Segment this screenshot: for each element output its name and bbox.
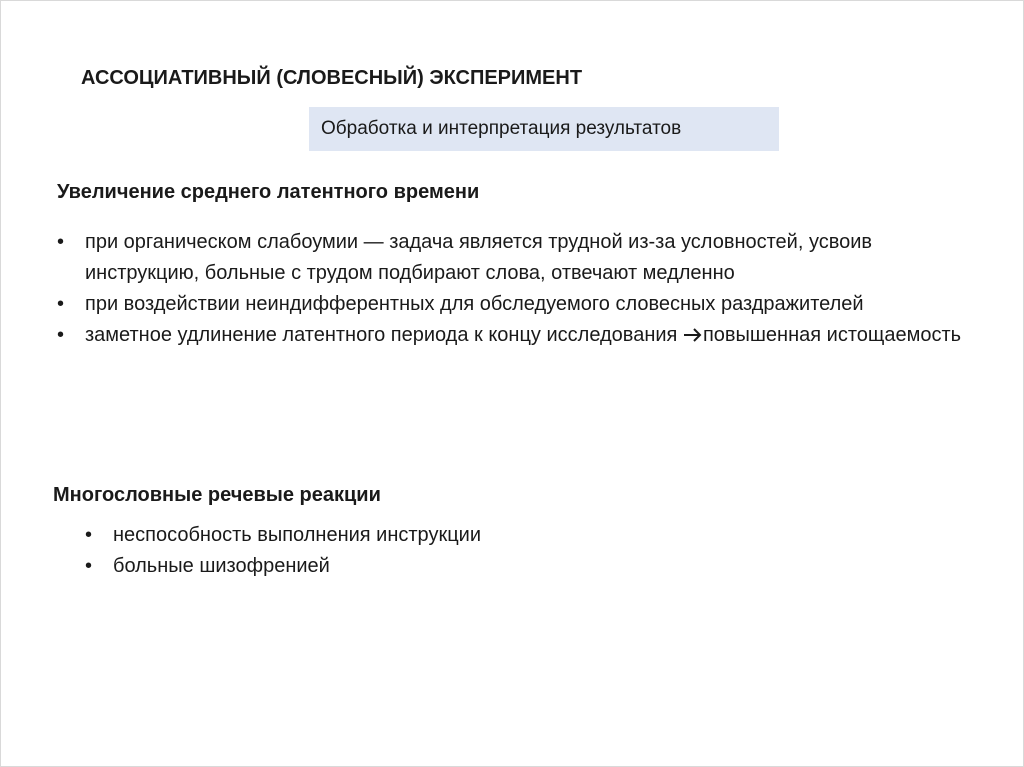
- bullet-icon: •: [85, 555, 93, 577]
- list-item-text: при органическом слабоумии — задача является трудной из-за условностей, усвоив инструкцию, больные с трудом подбирают слова, отвечают медленно: [85, 231, 873, 284]
- list-item: [85, 520, 685, 551]
- list-item: [57, 320, 977, 351]
- bullet-icon: •: [57, 324, 65, 346]
- slide-title: АССОЦИАТИВНЫЙ (СЛОВЕСНЫЙ) ЭКСПЕРИМЕНТ: [81, 67, 583, 89]
- bullet-icon: •: [57, 293, 65, 315]
- list-item: [57, 227, 977, 289]
- list-item-text: неспособность выполнения инструкции: [113, 524, 482, 546]
- subtitle-text: Обработка и интерпретация результатов: [321, 118, 682, 139]
- arrow-right-icon: [683, 327, 703, 343]
- list-item-text: заметное удлинение латентного периода к концу исследования: [85, 324, 683, 346]
- bullet-icon: •: [57, 231, 65, 253]
- section2-heading: Многословные речевые реакции: [53, 484, 381, 506]
- section1-heading: Увеличение среднего латентного времени: [57, 181, 480, 203]
- section1-list: [57, 227, 977, 351]
- list-item: [57, 289, 977, 320]
- bullet-icon: •: [85, 524, 93, 546]
- list-item: [85, 551, 685, 582]
- list-item-text: при воздействии неиндифферентных для обследуемого словесных раздражителей: [85, 293, 864, 315]
- section2-list: [85, 520, 685, 582]
- subtitle-box: [309, 107, 779, 151]
- list-item-text-continued: повышенная истощаемость: [702, 324, 962, 346]
- list-item-text: больные шизофренией: [113, 555, 330, 577]
